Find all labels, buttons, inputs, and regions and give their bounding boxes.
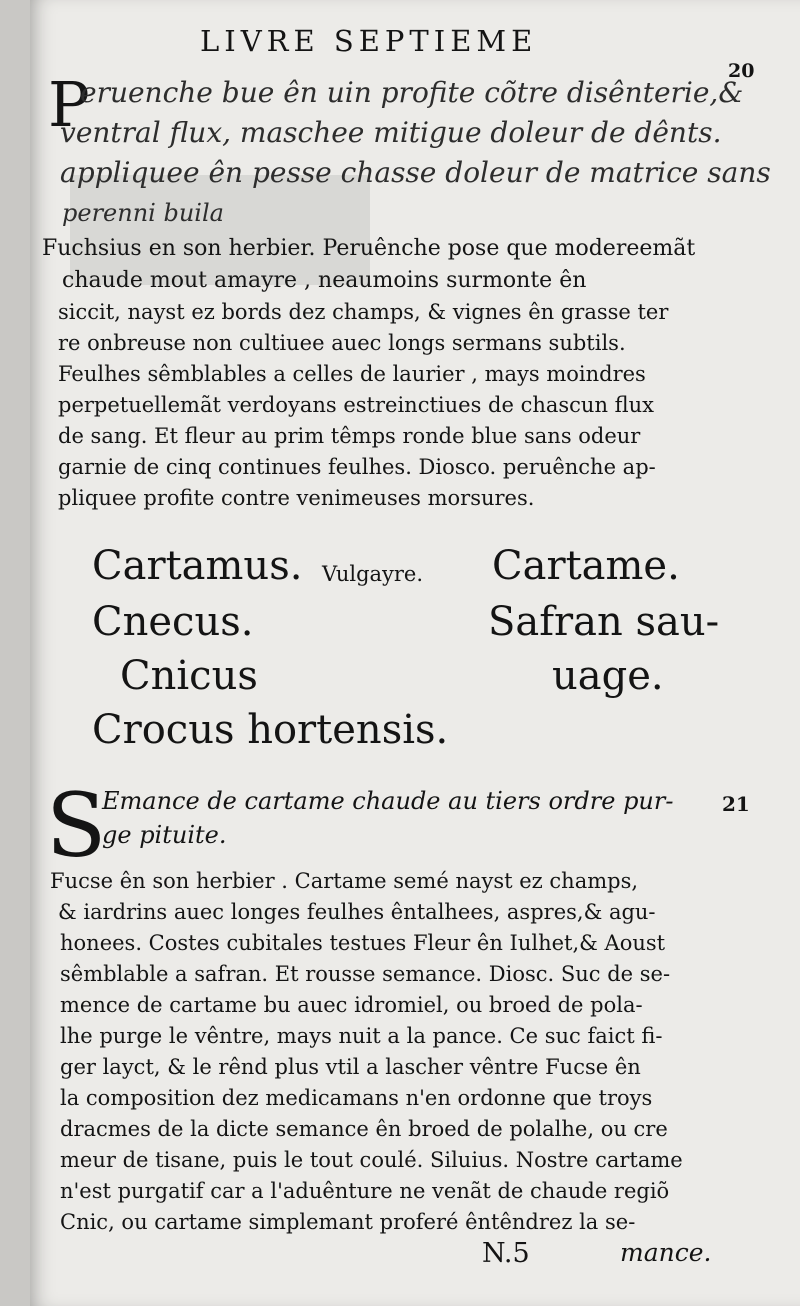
text-line: & iardrins auec longes feulhes êntalhees, aspres,& agu- [58,900,656,924]
latin-name: Cnecus. [92,599,254,645]
text-line: ventral flux, maschee mitigue doleur de dênts. [60,116,722,149]
latin-name: Cartamus. [92,543,303,589]
folio-number: 20 [728,60,755,82]
drop-initial-p: P [48,68,90,141]
text-line: sêmblable a safran. Et rousse semance. Diosc. Suc de se- [60,962,671,986]
text-line: perpetuellemãt verdoyans estreinctiues de chascun flux [58,393,655,417]
text-line: meur de tisane, puis le tout coulé. Siluius. Nostre cartame [60,1148,683,1172]
text-line: re onbreuse non cultiuee auec longs sermans subtils. [58,331,626,355]
text-line: dracmes de la dicte semance ên broed de polalhe, ou cre [60,1117,668,1141]
text-line: appliquee ên pesse chasse doleur de matrice sans [60,156,771,189]
latin-name: Crocus hortensis. [92,707,449,753]
catchword: mance. [620,1238,712,1267]
text-line: honees. Costes cubitales testues Fleur ên Iulhet,& Aoust [60,931,666,955]
text-line: n'est purgatif car a l'aduênture ne venãt de chaude regiõ [60,1179,670,1203]
drop-initial-s: S [46,774,107,877]
latin-name: Cnicus [120,653,258,699]
french-name: Safran sau- [488,599,720,645]
french-name: Cartame. [492,543,680,589]
text-line: mence de cartame bu auec idromiel, ou broed de pola- [60,993,643,1017]
text-line: siccit, nayst ez bords dez champs, & vignes ên grasse ter [58,300,669,324]
running-title: LIVRE SEPTIEME [200,24,538,58]
text-line: Cnic, ou cartame simplemant proferé êntêndrez la se- [60,1210,636,1234]
text-line: lhe purge le vêntre, mays nuit a la pance. Ce suc faict fi- [60,1024,663,1048]
handwritten-note: perenni buila [62,199,224,227]
text-line: Fucse ên son herbier . Cartame semé nayst ez champs, [50,869,639,893]
text-line: ger layct, & le rênd plus vtil a lascher vêntre Fucse ên [60,1055,641,1079]
text-line: Emance de cartame chaude au tiers ordre pur- [102,787,674,815]
margin-number: 21 [722,792,750,816]
text-line: Fuchsius en son herbier. Peruênche pose que modereemãt [42,236,696,261]
page-gutter [0,0,32,1306]
text-line: de sang. Et fleur au prim têmps ronde blue sans odeur [58,424,641,448]
signature-mark: N.5 [482,1238,530,1269]
text-line: eruenche bue ên uin profite cõtre disênterie,& [80,76,744,109]
french-name: uage. [552,653,664,699]
text-line: pliquee profite contre venimeuses morsures. [58,486,535,510]
text-line: Feulhes sêmblables a celles de laurier , mays moindres [58,362,646,386]
vulgar-label: Vulgayre. [322,562,424,586]
text-line: la composition dez medicamans n'en ordonne que troys [60,1086,653,1110]
text-line: garnie de cinq continues feulhes. Diosco. peruênche ap- [58,455,656,479]
text-line: chaude mout amayre , neaumoins surmonte ên [62,268,587,293]
text-line: ge pituite. [102,821,227,849]
